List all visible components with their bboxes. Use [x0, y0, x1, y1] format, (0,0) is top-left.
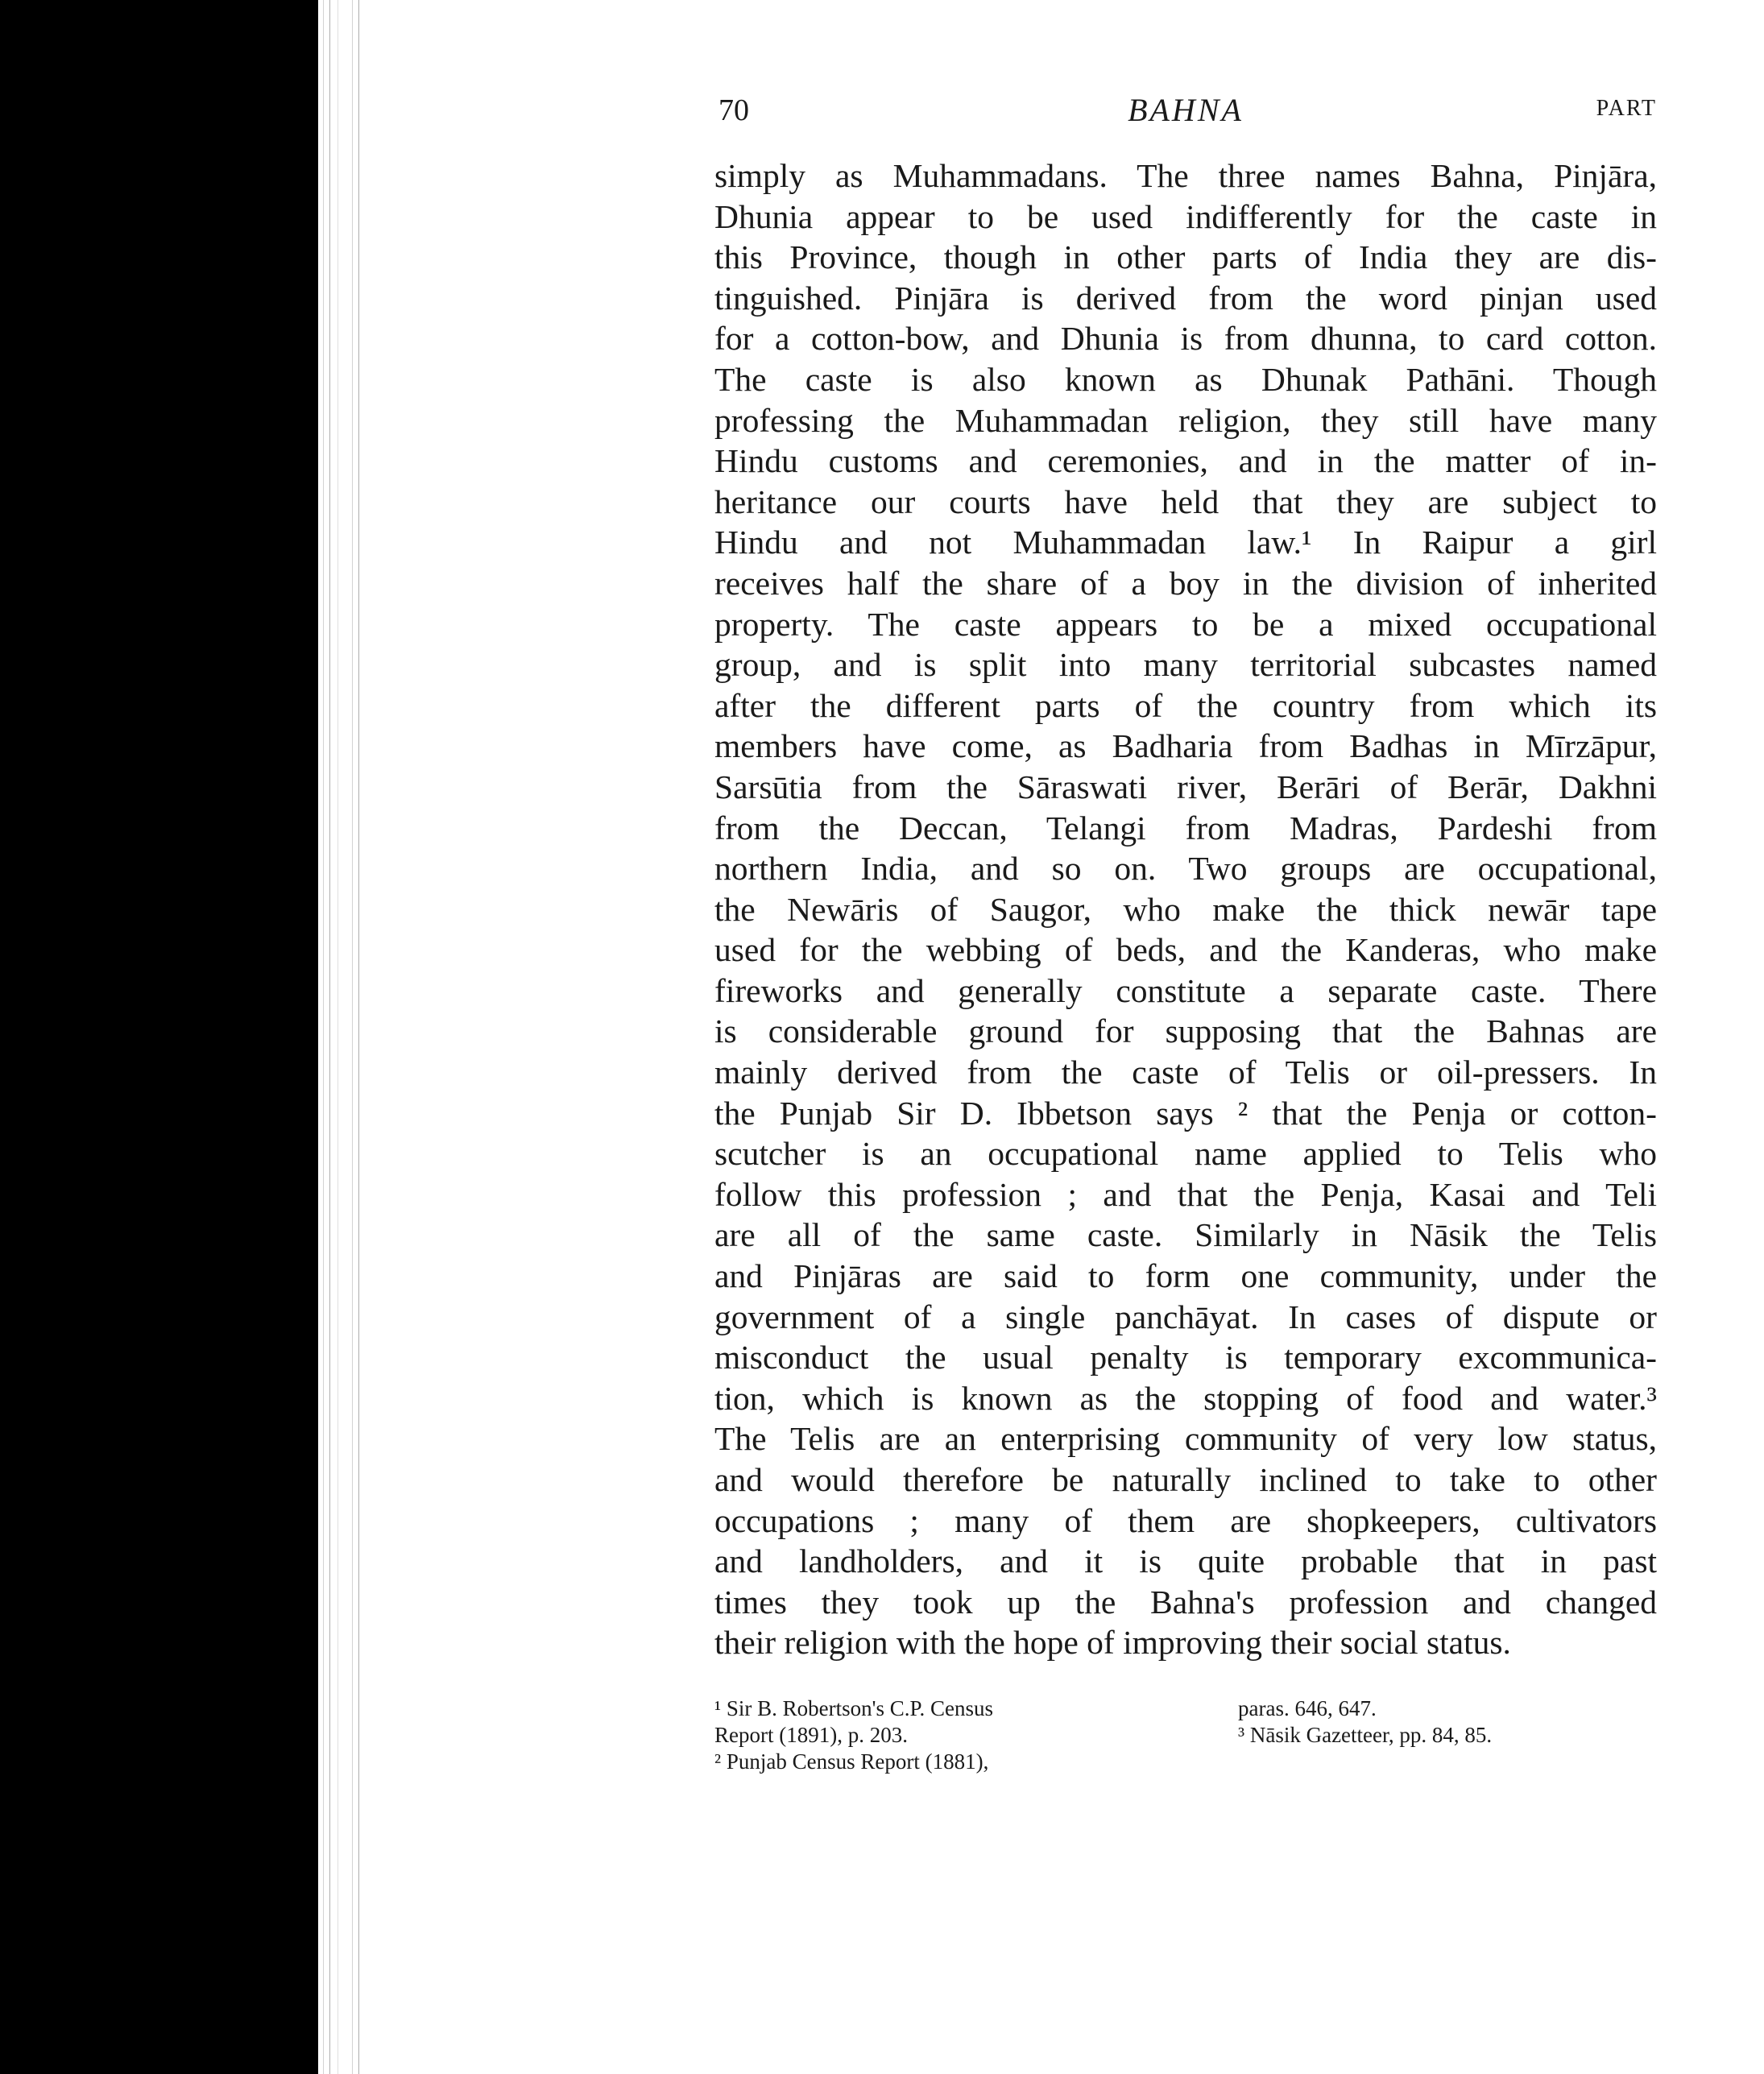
body-line: follow this profession ; and that the Penja, Kasai and Teli [714, 1175, 1657, 1213]
body-line: professing the Muhammadan religion, they still have many [714, 401, 1657, 439]
running-title: BAHNA [1128, 92, 1244, 128]
footnotes-right-column [1238, 1695, 1657, 1775]
body-line: from the Deccan, Telangi from Madras, Pardeshi from [714, 809, 1657, 847]
scanner-edge-lines [318, 0, 366, 2074]
body-line: and Pinjāras are said to form one community, under the [714, 1257, 1657, 1295]
body-line: and landholders, and it is quite probable that in past [714, 1542, 1657, 1580]
running-head [714, 85, 1657, 133]
scanner-dark-margin [0, 0, 318, 2074]
footnotes-left-column [714, 1695, 1166, 1775]
body-line: tinguished. Pinjāra is derived from the word pinjan used [714, 279, 1657, 317]
body-line: Sarsūtia from the Sāraswati river, Berāri of Berār, Dakhni [714, 768, 1657, 805]
part-label: PART [1596, 96, 1657, 121]
footnote-line: ² Punjab Census Report (1881), [714, 1749, 989, 1774]
body-line: are all of the same caste. Similarly in Nāsik the Telis [714, 1216, 1657, 1254]
body-line: mainly derived from the caste of Telis or oil-pressers. In [714, 1054, 1657, 1091]
body-text [714, 155, 1657, 1663]
body-line: occupations ; many of them are shopkeepers, cultivators [714, 1501, 1657, 1539]
footnote-line: Report (1891), p. 203. [714, 1722, 908, 1747]
body-line: government of a single panchāyat. In cases of dispute or [714, 1298, 1657, 1335]
body-line: used for the webbing of beds, and the Kanderas, who make [714, 931, 1657, 969]
page-number: 70 [718, 93, 749, 127]
body-line: scutcher is an occupational name applied to Telis who [714, 1135, 1657, 1173]
body-line: The caste is also known as Dhunak Pathāni. Though [714, 360, 1657, 398]
body-line: tion, which is known as the stopping of food and water.³ [714, 1379, 1657, 1417]
footnote-line: ¹ Sir B. Robertson's C.P. Census [714, 1695, 994, 1720]
body-line: for a cotton-bow, and Dhunia is from dhunna, to card cotton. [714, 320, 1657, 358]
body-line: misconduct the usual penalty is temporary excommunica- [714, 1339, 1657, 1376]
body-line: group, and is split into many territorial subcastes named [714, 646, 1657, 684]
body-line: northern India, and so on. Two groups are occupational, [714, 850, 1657, 888]
body-line: The Telis are an enterprising community of very low status, [714, 1420, 1657, 1458]
body-line: receives half the share of a boy in the division of inherited [714, 564, 1657, 602]
body-line: simply as Muhammadans. The three names Bahna, Pinjāra, [714, 157, 1657, 194]
body-line: Hindu customs and ceremonies, and in the matter of in- [714, 442, 1657, 480]
body-line: fireworks and generally constitute a separate caste. There [714, 971, 1657, 1009]
body-line: after the different parts of the country from which its [714, 686, 1657, 724]
body-line: the Newāris of Saugor, who make the thick newār tape [714, 890, 1657, 928]
body-line: members have come, as Badharia from Badhas in Mīrzāpur, [714, 727, 1657, 765]
body-line: Hindu and not Muhammadan law.¹ In Raipur a girl [714, 524, 1657, 561]
body-line: property. The caste appears to be a mixed occupational [714, 605, 1657, 643]
body-line: this Province, though in other parts of India they are dis- [714, 238, 1657, 276]
body-line: Dhunia appear to be used indifferently for the caste in [714, 197, 1657, 235]
footnotes [714, 1695, 1657, 1775]
body-line: times they took up the Bahna's profession and changed [714, 1583, 1657, 1621]
footnote-line: ³ Nāsik Gazetteer, pp. 84, 85. [1238, 1722, 1493, 1747]
body-line: is considerable ground for supposing that the Bahnas are [714, 1012, 1657, 1050]
body-line: heritance our courts have held that they are subject to [714, 482, 1657, 520]
body-line: their religion with the hope of improving their social status. [714, 1624, 1511, 1662]
book-page [714, 85, 1657, 1775]
footnote-line: paras. 646, 647. [1238, 1695, 1377, 1720]
body-line: and would therefore be naturally inclined to take to other [714, 1461, 1657, 1498]
body-line: the Punjab Sir D. Ibbetson says ² that the Penja or cotton- [714, 1094, 1657, 1132]
